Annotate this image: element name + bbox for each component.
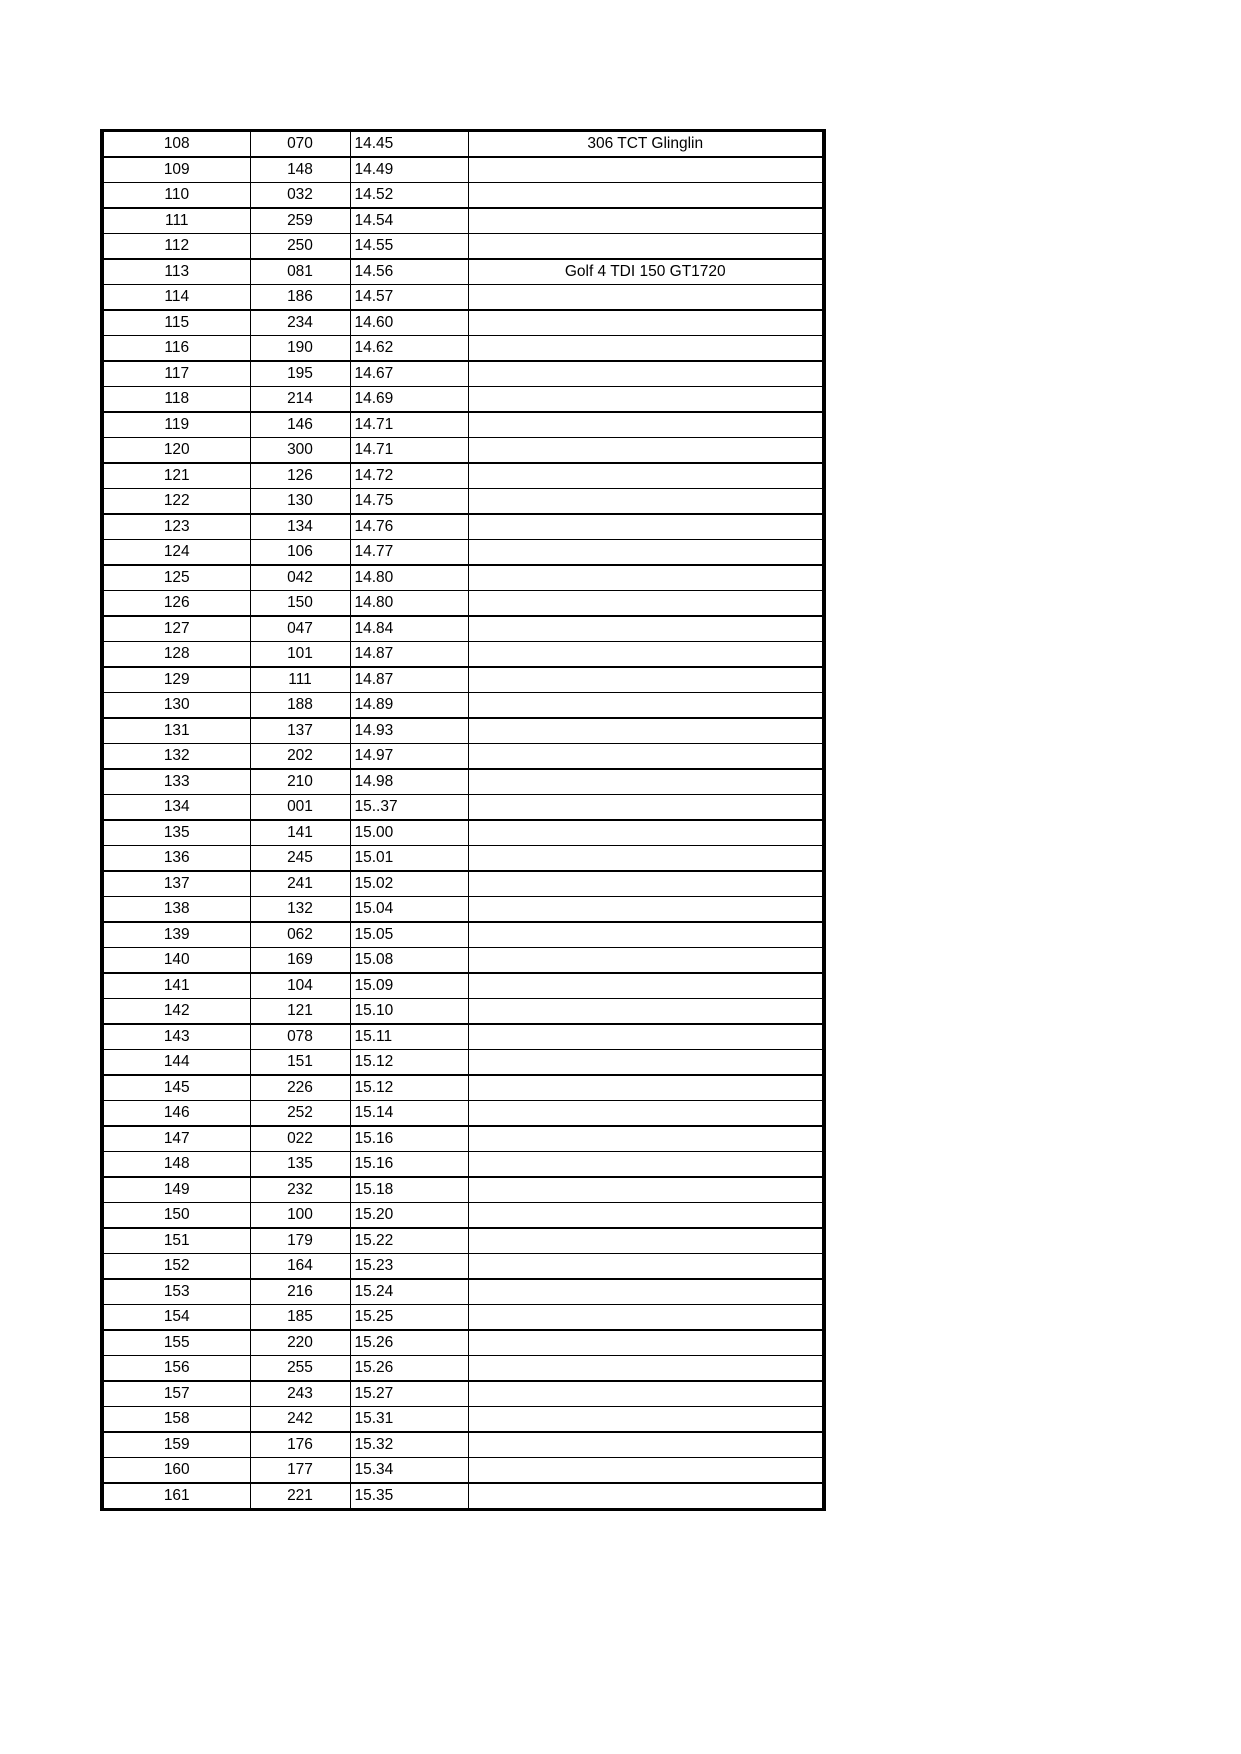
table-row (102, 1356, 824, 1382)
cell-time: 15.22 (350, 1228, 468, 1254)
table-row (102, 1075, 824, 1101)
table-row (102, 1254, 824, 1280)
cell-entry-number: 300 (250, 438, 350, 464)
cell-rank: 161 (102, 1483, 250, 1510)
results-table-body (102, 131, 824, 1510)
cell-time: 14.52 (350, 183, 468, 209)
cell-rank: 135 (102, 820, 250, 846)
cell-time: 14.45 (350, 131, 468, 158)
cell-note (468, 718, 824, 744)
cell-time: 15.16 (350, 1152, 468, 1178)
table-row (102, 259, 824, 285)
cell-entry-number: 104 (250, 973, 350, 999)
cell-rank: 108 (102, 131, 250, 158)
cell-note (468, 1483, 824, 1510)
cell-note (468, 667, 824, 693)
cell-time: 14.87 (350, 667, 468, 693)
table-row (102, 540, 824, 566)
cell-note (468, 387, 824, 413)
cell-entry-number: 062 (250, 922, 350, 948)
cell-note (468, 591, 824, 617)
cell-note (468, 1305, 824, 1331)
cell-time: 15.09 (350, 973, 468, 999)
cell-rank: 154 (102, 1305, 250, 1331)
cell-note (468, 1279, 824, 1305)
table-row (102, 1101, 824, 1127)
table-row (102, 1381, 824, 1407)
cell-note (468, 1254, 824, 1280)
cell-rank: 130 (102, 693, 250, 719)
cell-rank: 145 (102, 1075, 250, 1101)
table-row (102, 463, 824, 489)
cell-rank: 151 (102, 1228, 250, 1254)
cell-entry-number: 121 (250, 999, 350, 1025)
table-row (102, 642, 824, 668)
cell-time: 15.24 (350, 1279, 468, 1305)
cell-rank: 122 (102, 489, 250, 515)
cell-rank: 152 (102, 1254, 250, 1280)
cell-time: 14.77 (350, 540, 468, 566)
cell-entry-number: 210 (250, 769, 350, 795)
cell-rank: 109 (102, 157, 250, 183)
table-row (102, 999, 824, 1025)
cell-note (468, 1152, 824, 1178)
cell-note (468, 744, 824, 770)
cell-rank: 116 (102, 336, 250, 362)
cell-note: 306 TCT Glinglin (468, 131, 824, 158)
results-table-container (100, 129, 822, 1511)
table-row (102, 1024, 824, 1050)
cell-rank: 123 (102, 514, 250, 540)
cell-rank: 131 (102, 718, 250, 744)
table-row (102, 412, 824, 438)
cell-note (468, 846, 824, 872)
cell-note (468, 1203, 824, 1229)
cell-entry-number: 134 (250, 514, 350, 540)
cell-time: 14.87 (350, 642, 468, 668)
cell-note (468, 336, 824, 362)
cell-entry-number: 150 (250, 591, 350, 617)
cell-rank: 119 (102, 412, 250, 438)
cell-note (468, 769, 824, 795)
table-row (102, 667, 824, 693)
cell-rank: 156 (102, 1356, 250, 1382)
cell-entry-number: 070 (250, 131, 350, 158)
cell-rank: 111 (102, 208, 250, 234)
table-row (102, 438, 824, 464)
cell-time: 15.32 (350, 1432, 468, 1458)
cell-rank: 147 (102, 1126, 250, 1152)
cell-rank: 157 (102, 1381, 250, 1407)
cell-time: 14.71 (350, 438, 468, 464)
cell-time: 14.60 (350, 310, 468, 336)
table-row (102, 744, 824, 770)
table-row (102, 897, 824, 923)
table-row (102, 285, 824, 311)
cell-rank: 110 (102, 183, 250, 209)
cell-entry-number: 176 (250, 1432, 350, 1458)
cell-note (468, 1432, 824, 1458)
cell-rank: 148 (102, 1152, 250, 1178)
cell-note (468, 183, 824, 209)
cell-entry-number: 042 (250, 565, 350, 591)
cell-rank: 141 (102, 973, 250, 999)
cell-entry-number: 047 (250, 616, 350, 642)
cell-time: 15.23 (350, 1254, 468, 1280)
cell-note (468, 1024, 824, 1050)
cell-rank: 143 (102, 1024, 250, 1050)
cell-rank: 142 (102, 999, 250, 1025)
cell-rank: 133 (102, 769, 250, 795)
cell-time: 15.35 (350, 1483, 468, 1510)
cell-rank: 120 (102, 438, 250, 464)
cell-note (468, 1075, 824, 1101)
cell-entry-number: 188 (250, 693, 350, 719)
cell-rank: 149 (102, 1177, 250, 1203)
cell-time: 15.00 (350, 820, 468, 846)
cell-time: 15.14 (350, 1101, 468, 1127)
cell-rank: 140 (102, 948, 250, 974)
cell-entry-number: 126 (250, 463, 350, 489)
table-row (102, 1279, 824, 1305)
cell-time: 14.89 (350, 693, 468, 719)
cell-rank: 118 (102, 387, 250, 413)
cell-entry-number: 245 (250, 846, 350, 872)
cell-time: 15.25 (350, 1305, 468, 1331)
cell-note (468, 540, 824, 566)
cell-note (468, 234, 824, 260)
cell-note (468, 285, 824, 311)
cell-rank: 146 (102, 1101, 250, 1127)
cell-note (468, 1407, 824, 1433)
cell-note (468, 310, 824, 336)
cell-rank: 117 (102, 361, 250, 387)
cell-note (468, 820, 824, 846)
table-row (102, 131, 824, 158)
cell-entry-number: 185 (250, 1305, 350, 1331)
cell-entry-number: 137 (250, 718, 350, 744)
cell-time: 14.67 (350, 361, 468, 387)
cell-note (468, 973, 824, 999)
cell-note (468, 514, 824, 540)
cell-rank: 114 (102, 285, 250, 311)
cell-time: 15.10 (350, 999, 468, 1025)
table-row (102, 183, 824, 209)
cell-entry-number: 226 (250, 1075, 350, 1101)
cell-note (468, 1101, 824, 1127)
cell-entry-number: 032 (250, 183, 350, 209)
cell-time: 14.54 (350, 208, 468, 234)
cell-time: 15.26 (350, 1356, 468, 1382)
cell-entry-number: 135 (250, 1152, 350, 1178)
cell-note (468, 795, 824, 821)
cell-entry-number: 141 (250, 820, 350, 846)
table-row (102, 234, 824, 260)
cell-entry-number: 179 (250, 1228, 350, 1254)
cell-rank: 136 (102, 846, 250, 872)
table-row (102, 871, 824, 897)
cell-time: 15.12 (350, 1075, 468, 1101)
cell-note (468, 361, 824, 387)
cell-rank: 153 (102, 1279, 250, 1305)
cell-entry-number: 234 (250, 310, 350, 336)
cell-note (468, 1126, 824, 1152)
cell-note (468, 922, 824, 948)
cell-time: 14.71 (350, 412, 468, 438)
cell-time: 14.98 (350, 769, 468, 795)
cell-rank: 124 (102, 540, 250, 566)
cell-entry-number: 111 (250, 667, 350, 693)
cell-entry-number: 132 (250, 897, 350, 923)
cell-entry-number: 232 (250, 1177, 350, 1203)
cell-time: 15.34 (350, 1458, 468, 1484)
table-row (102, 1458, 824, 1484)
cell-note (468, 948, 824, 974)
cell-time: 15.20 (350, 1203, 468, 1229)
cell-entry-number: 130 (250, 489, 350, 515)
cell-entry-number: 106 (250, 540, 350, 566)
cell-time: 15.02 (350, 871, 468, 897)
cell-entry-number: 216 (250, 1279, 350, 1305)
table-row (102, 336, 824, 362)
results-table (100, 129, 826, 1511)
cell-note (468, 157, 824, 183)
cell-entry-number: 190 (250, 336, 350, 362)
cell-rank: 158 (102, 1407, 250, 1433)
table-row (102, 616, 824, 642)
cell-note (468, 438, 824, 464)
table-row (102, 922, 824, 948)
cell-rank: 159 (102, 1432, 250, 1458)
cell-rank: 155 (102, 1330, 250, 1356)
cell-note (468, 693, 824, 719)
table-row (102, 1228, 824, 1254)
table-row (102, 693, 824, 719)
cell-entry-number: 186 (250, 285, 350, 311)
table-row (102, 1050, 824, 1076)
cell-time: 14.76 (350, 514, 468, 540)
table-row (102, 1330, 824, 1356)
cell-entry-number: 148 (250, 157, 350, 183)
cell-rank: 150 (102, 1203, 250, 1229)
table-row (102, 565, 824, 591)
cell-time: 14.80 (350, 565, 468, 591)
table-row (102, 820, 824, 846)
cell-time: 14.62 (350, 336, 468, 362)
cell-time: 14.56 (350, 259, 468, 285)
cell-note (468, 1458, 824, 1484)
cell-rank: 113 (102, 259, 250, 285)
cell-rank: 138 (102, 897, 250, 923)
cell-entry-number: 022 (250, 1126, 350, 1152)
cell-entry-number: 221 (250, 1483, 350, 1510)
cell-time: 14.49 (350, 157, 468, 183)
table-row (102, 1126, 824, 1152)
cell-entry-number: 078 (250, 1024, 350, 1050)
cell-time: 15..37 (350, 795, 468, 821)
cell-time: 14.57 (350, 285, 468, 311)
cell-note (468, 463, 824, 489)
table-row (102, 795, 824, 821)
table-row (102, 208, 824, 234)
table-row (102, 973, 824, 999)
cell-entry-number: 220 (250, 1330, 350, 1356)
cell-entry-number: 214 (250, 387, 350, 413)
table-row (102, 769, 824, 795)
cell-note (468, 1228, 824, 1254)
cell-entry-number: 195 (250, 361, 350, 387)
cell-entry-number: 243 (250, 1381, 350, 1407)
cell-time: 14.93 (350, 718, 468, 744)
cell-time: 15.08 (350, 948, 468, 974)
cell-entry-number: 100 (250, 1203, 350, 1229)
cell-time: 14.84 (350, 616, 468, 642)
cell-entry-number: 001 (250, 795, 350, 821)
table-row (102, 1483, 824, 1510)
cell-rank: 144 (102, 1050, 250, 1076)
table-row (102, 1432, 824, 1458)
cell-rank: 139 (102, 922, 250, 948)
cell-time: 15.04 (350, 897, 468, 923)
table-row (102, 718, 824, 744)
table-row (102, 1203, 824, 1229)
cell-rank: 112 (102, 234, 250, 260)
table-row (102, 846, 824, 872)
cell-time: 14.69 (350, 387, 468, 413)
table-row (102, 1177, 824, 1203)
table-row (102, 489, 824, 515)
table-row (102, 948, 824, 974)
cell-entry-number: 169 (250, 948, 350, 974)
cell-note (468, 1050, 824, 1076)
cell-note (468, 616, 824, 642)
cell-rank: 128 (102, 642, 250, 668)
cell-entry-number: 101 (250, 642, 350, 668)
table-row (102, 514, 824, 540)
cell-time: 15.26 (350, 1330, 468, 1356)
cell-time: 15.11 (350, 1024, 468, 1050)
cell-entry-number: 252 (250, 1101, 350, 1127)
cell-rank: 125 (102, 565, 250, 591)
cell-time: 14.80 (350, 591, 468, 617)
cell-note (468, 1330, 824, 1356)
cell-time: 14.72 (350, 463, 468, 489)
cell-note (468, 565, 824, 591)
cell-note (468, 1177, 824, 1203)
cell-entry-number: 164 (250, 1254, 350, 1280)
cell-entry-number: 151 (250, 1050, 350, 1076)
cell-note (468, 208, 824, 234)
table-row (102, 361, 824, 387)
cell-time: 15.27 (350, 1381, 468, 1407)
table-row (102, 310, 824, 336)
table-row (102, 1407, 824, 1433)
table-row (102, 591, 824, 617)
cell-note: Golf 4 TDI 150 GT1720 (468, 259, 824, 285)
cell-time: 15.16 (350, 1126, 468, 1152)
cell-time: 15.01 (350, 846, 468, 872)
cell-note (468, 999, 824, 1025)
cell-entry-number: 146 (250, 412, 350, 438)
cell-note (468, 1381, 824, 1407)
cell-note (468, 1356, 824, 1382)
cell-rank: 137 (102, 871, 250, 897)
cell-time: 15.05 (350, 922, 468, 948)
cell-entry-number: 250 (250, 234, 350, 260)
cell-rank: 132 (102, 744, 250, 770)
cell-rank: 129 (102, 667, 250, 693)
cell-rank: 127 (102, 616, 250, 642)
cell-rank: 134 (102, 795, 250, 821)
cell-note (468, 871, 824, 897)
cell-note (468, 412, 824, 438)
cell-entry-number: 081 (250, 259, 350, 285)
cell-entry-number: 202 (250, 744, 350, 770)
table-row (102, 157, 824, 183)
cell-rank: 126 (102, 591, 250, 617)
cell-entry-number: 241 (250, 871, 350, 897)
cell-note (468, 489, 824, 515)
cell-rank: 160 (102, 1458, 250, 1484)
cell-note (468, 897, 824, 923)
table-row (102, 1305, 824, 1331)
table-row (102, 387, 824, 413)
cell-time: 15.31 (350, 1407, 468, 1433)
cell-note (468, 642, 824, 668)
cell-time: 14.75 (350, 489, 468, 515)
cell-entry-number: 259 (250, 208, 350, 234)
cell-time: 14.97 (350, 744, 468, 770)
cell-entry-number: 177 (250, 1458, 350, 1484)
cell-entry-number: 242 (250, 1407, 350, 1433)
cell-time: 15.18 (350, 1177, 468, 1203)
cell-time: 14.55 (350, 234, 468, 260)
cell-time: 15.12 (350, 1050, 468, 1076)
cell-entry-number: 255 (250, 1356, 350, 1382)
table-row (102, 1152, 824, 1178)
cell-rank: 115 (102, 310, 250, 336)
cell-rank: 121 (102, 463, 250, 489)
